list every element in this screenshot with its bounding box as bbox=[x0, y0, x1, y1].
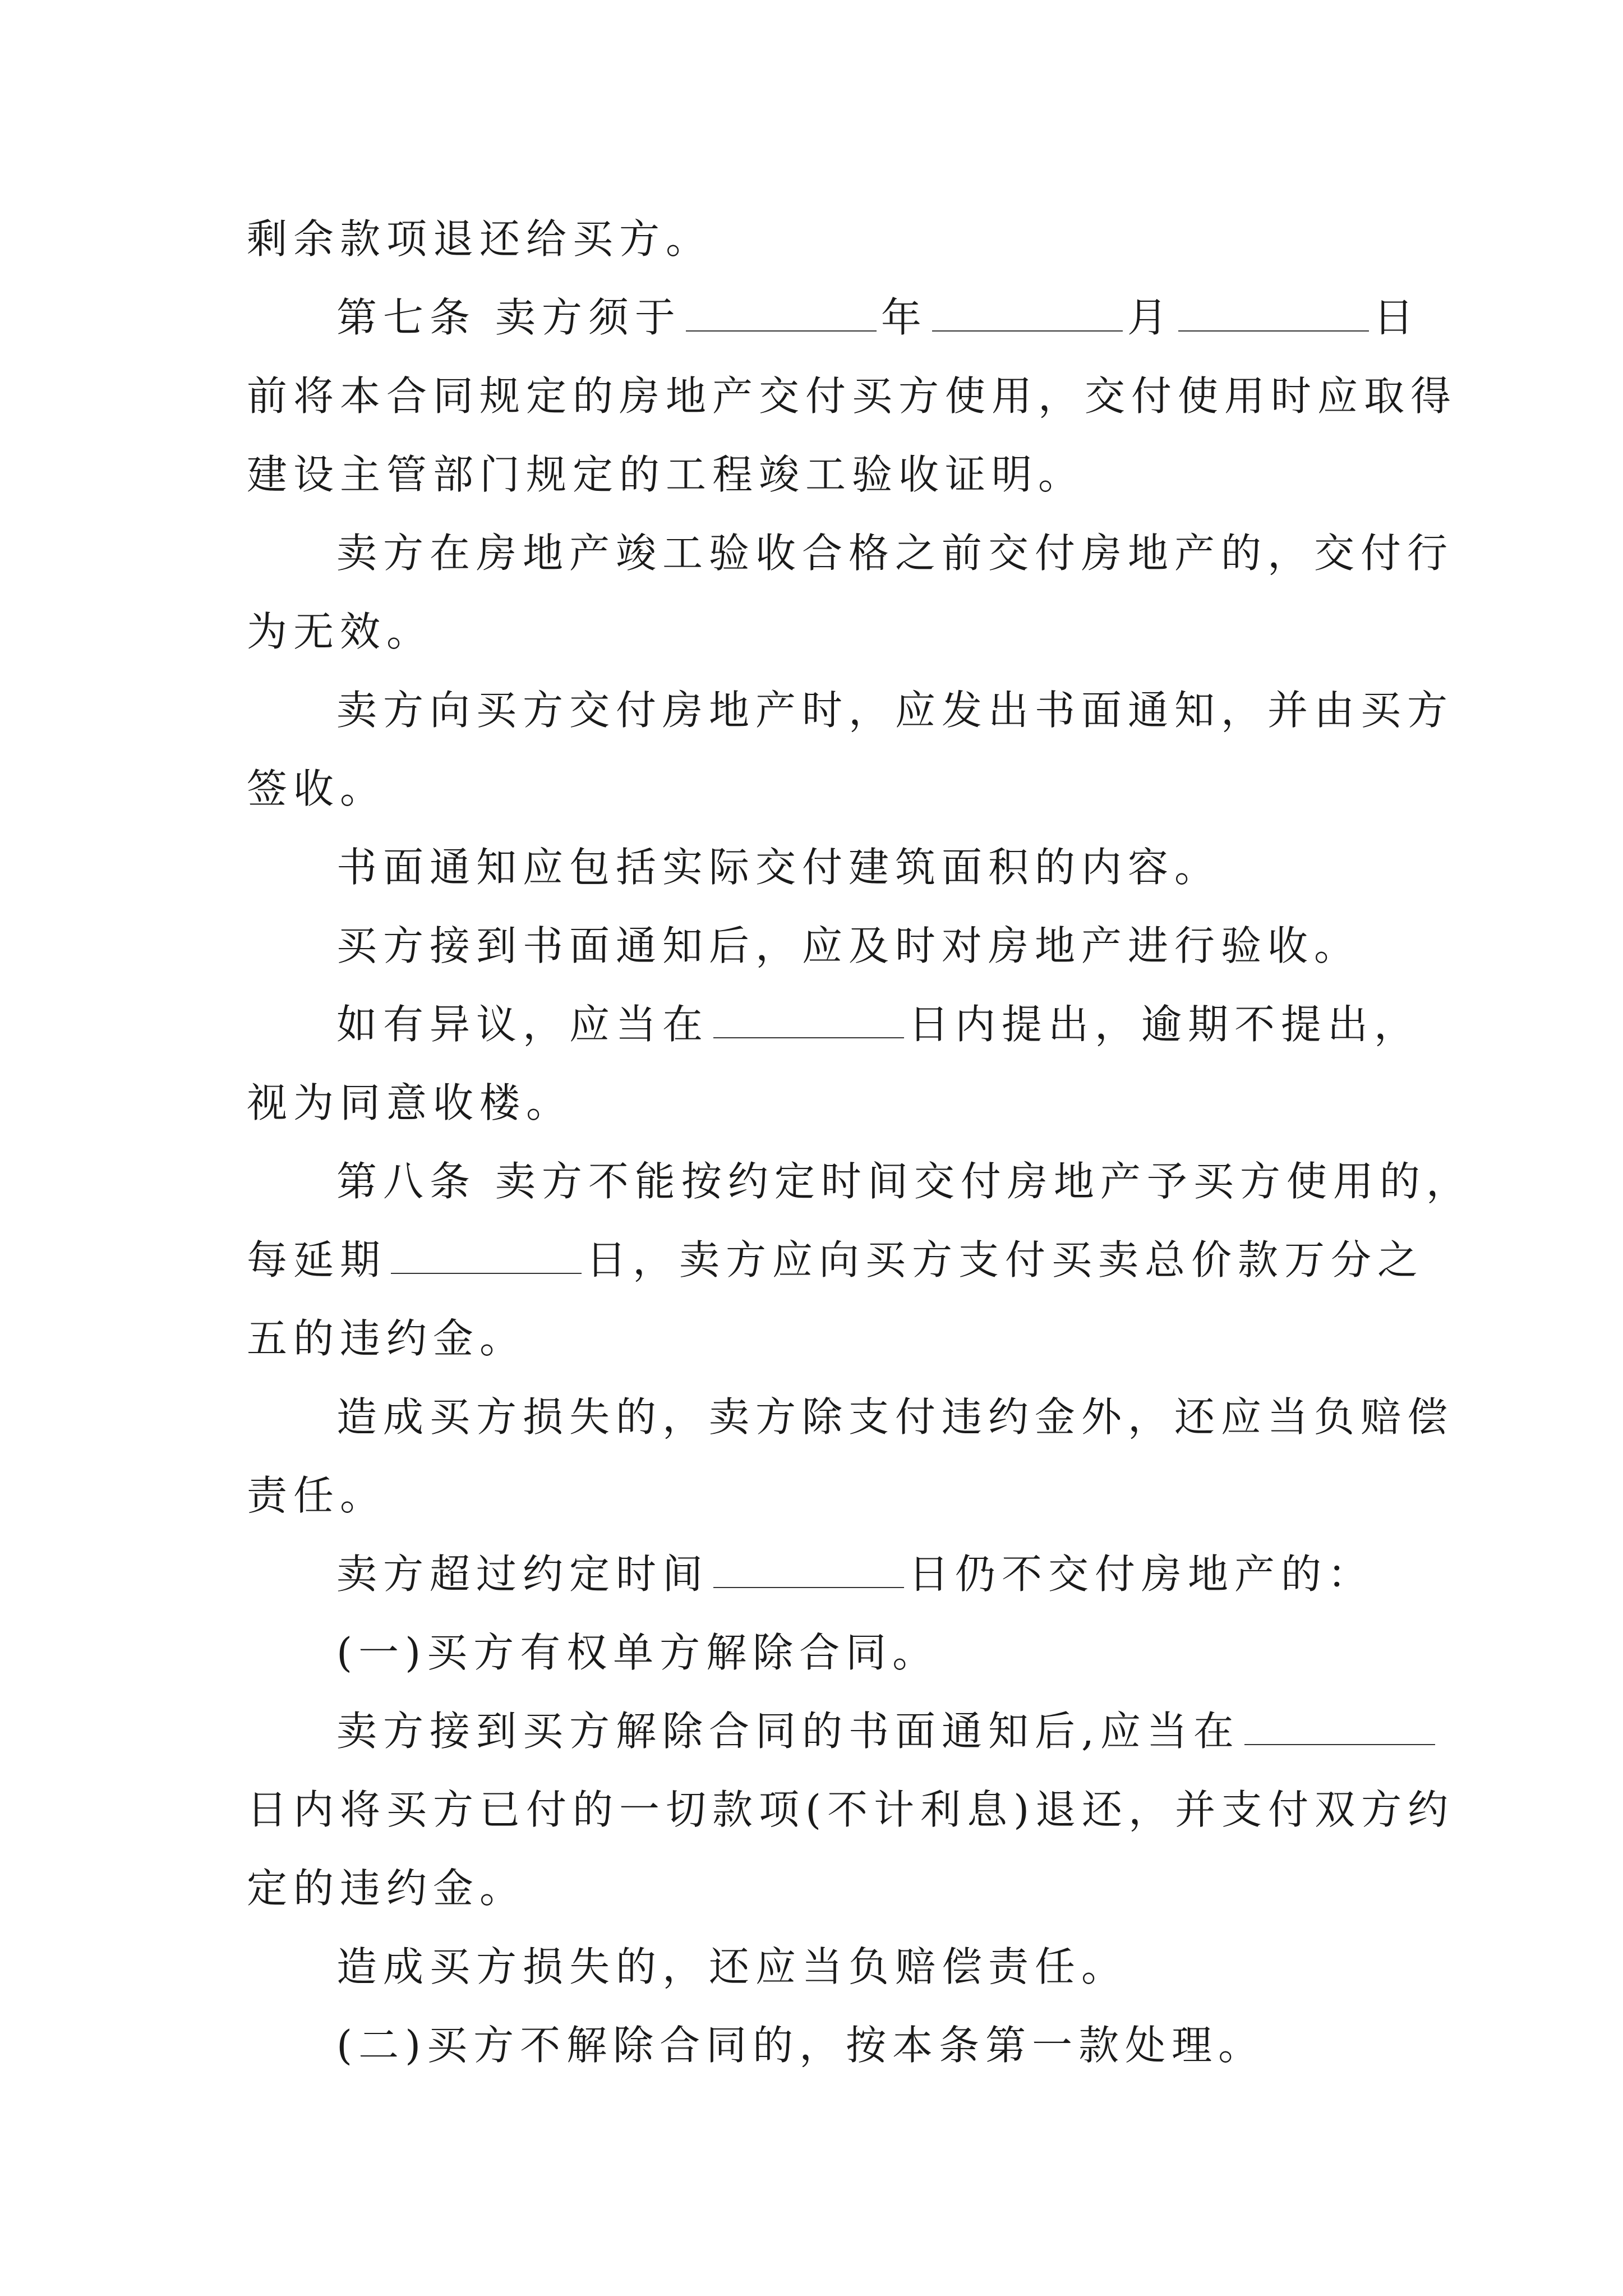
text-line: 建设主管部门规定的工程竣工验收证明。 bbox=[247, 451, 1085, 498]
fill-in-blank-delay-days[interactable] bbox=[391, 1271, 582, 1274]
fill-in-blank-year[interactable] bbox=[686, 328, 877, 332]
text-line: 签收。 bbox=[247, 765, 387, 812]
text-line: 造成买方损失的，卖方除支付违约金外，还应当负赔偿 bbox=[336, 1393, 1454, 1441]
text-line: 卖方接到买方解除合同的书面通知后,应当在 bbox=[336, 1703, 1492, 1759]
text-line: 为无效。 bbox=[247, 608, 434, 655]
text-line: 卖方向买方交付房地产时，应发出书面通知，并由买方 bbox=[336, 687, 1454, 734]
text-line: 每延期 日，卖方应向买方支付买卖总价款万分之 bbox=[247, 1236, 1424, 1283]
fill-in-blank-day[interactable] bbox=[1178, 328, 1369, 332]
text-line: (一)买方有权单方解除合同。 bbox=[336, 1629, 939, 1676]
text-line: 买方接到书面通知后，应及时对房地产进行验收。 bbox=[336, 922, 1361, 969]
text-line: 视为同意收楼。 bbox=[247, 1079, 573, 1126]
text-line: 造成买方损失的，还应当负赔偿责任。 bbox=[336, 1943, 1128, 1990]
fill-in-blank-overdue-days[interactable] bbox=[713, 1585, 904, 1588]
text-line: 五的违约金。 bbox=[247, 1315, 527, 1362]
text-line: 剩余款项退还给买方。 bbox=[247, 215, 713, 263]
text-line: (二)买方不解除合同的，按本条第一款处理。 bbox=[336, 2022, 1265, 2069]
fill-in-blank-month[interactable] bbox=[932, 328, 1123, 332]
text-line: 书面通知应包括实际交付建筑面积的内容。 bbox=[336, 844, 1221, 891]
text-line: 日内将买方已付的一切款项(不计利息)退还，并支付双方约 bbox=[247, 1786, 1455, 1833]
text-line: 前将本合同规定的房地产交付买方使用，交付使用时应取得 bbox=[247, 372, 1458, 420]
text-line: 卖方在房地产竣工验收合格之前交付房地产的，交付行 bbox=[336, 530, 1454, 577]
fill-in-blank-refund-days[interactable] bbox=[1244, 1742, 1435, 1745]
text-line: 责任。 bbox=[247, 1472, 387, 1519]
text-line: 如有异议，应当在 日内提出，逾期不提出， bbox=[336, 1001, 1421, 1048]
text-line-article-8: 第八条 卖方不能按约定时间交付房地产予买方使用的， bbox=[336, 1158, 1473, 1205]
text-line: 卖方超过约定时间 日仍不交付房地产的： bbox=[336, 1550, 1375, 1598]
fill-in-blank-objection-days[interactable] bbox=[713, 1035, 904, 1038]
text-line-article-7: 第七条 卖方须于 年 月 日 bbox=[336, 294, 1420, 341]
text-line: 定的违约金。 bbox=[247, 1865, 527, 1912]
